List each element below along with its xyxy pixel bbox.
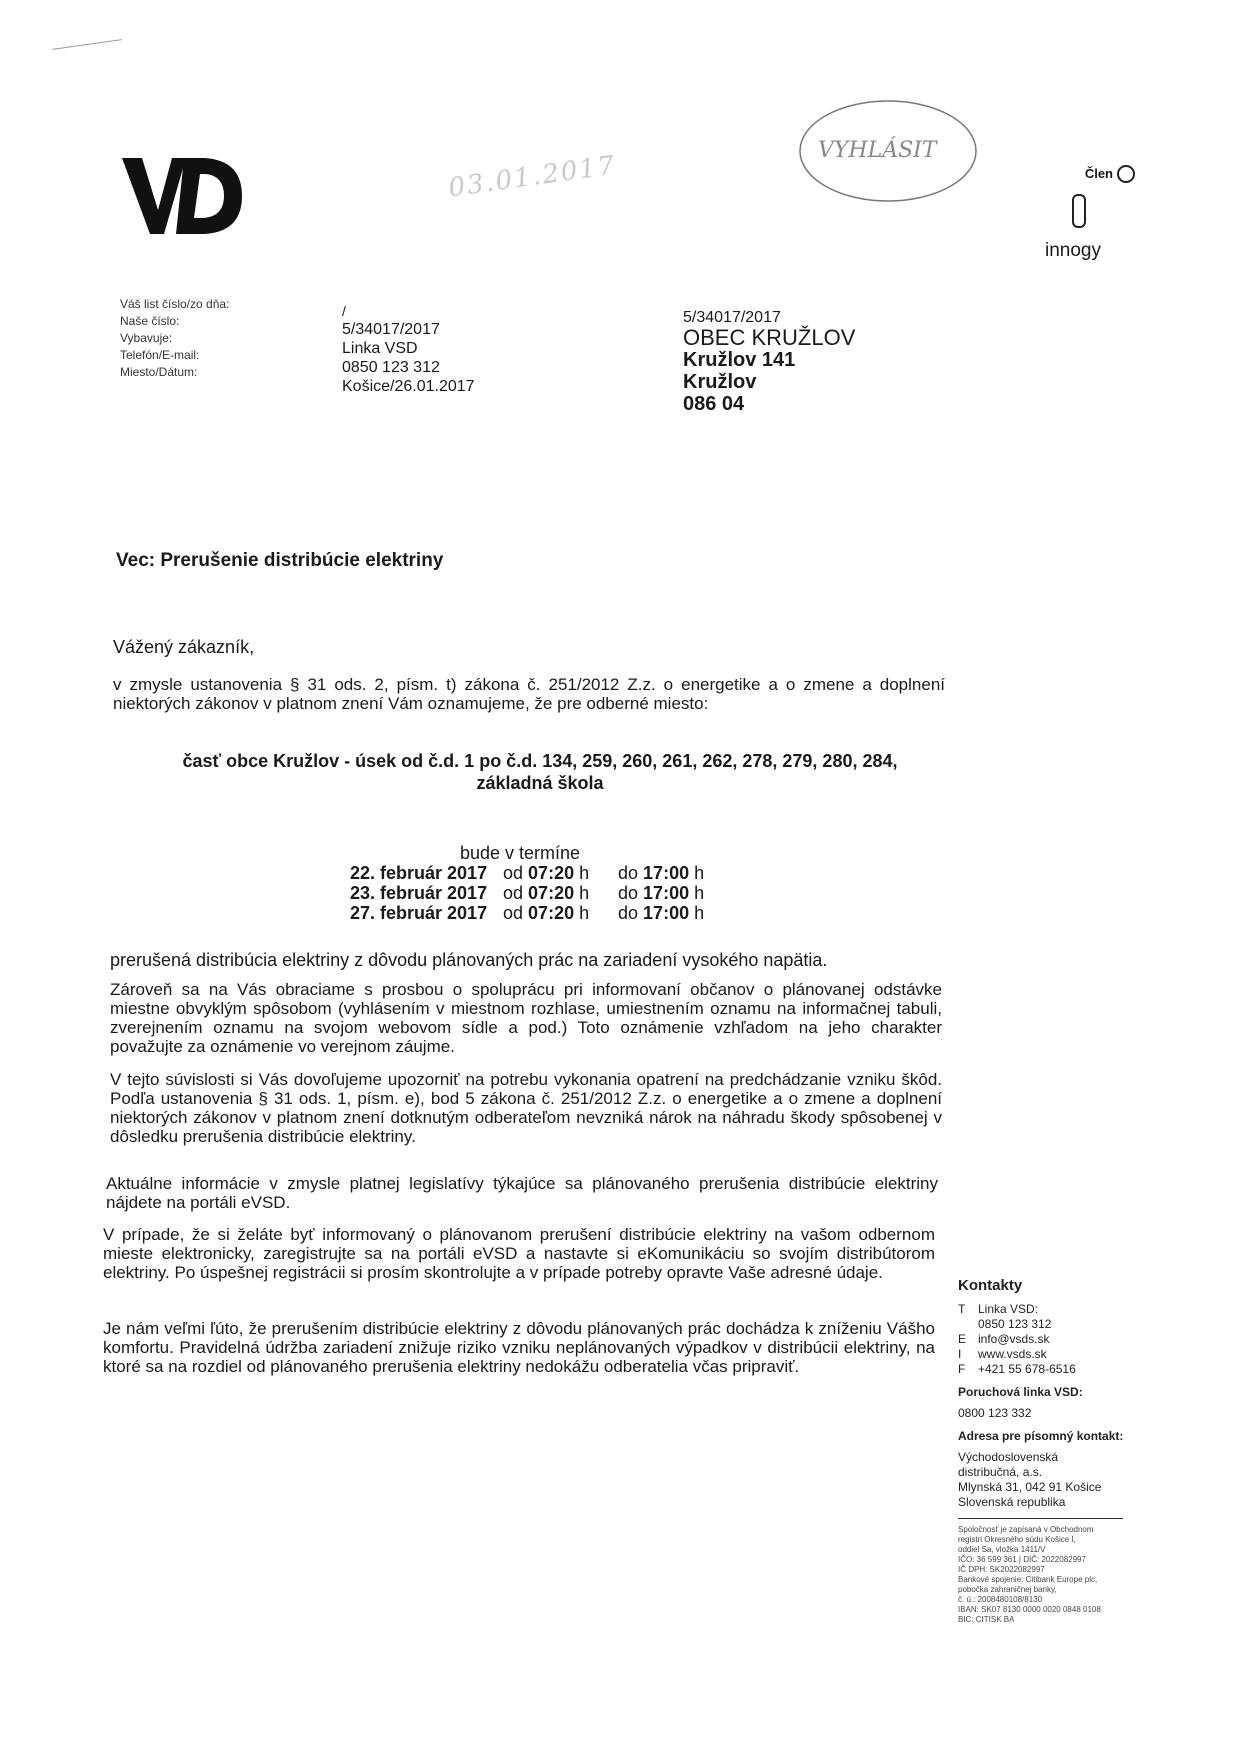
legal-line: Spoločnosť je zapísaná v Obchodnom bbox=[958, 1525, 1094, 1534]
from-time: 07:20 bbox=[528, 863, 575, 883]
legal-line: IBAN: SK07 8130 0000 0020 0848 0108 bbox=[958, 1605, 1101, 1614]
handled-by-value: Linka VSD bbox=[342, 340, 418, 357]
contact-row bbox=[958, 1347, 1133, 1362]
location-line-1: časť obce Kružlov - úsek od č.d. 1 po č.d. 134, 259, 260, 261, 262, 278, 279, 280, 284, bbox=[182, 751, 898, 771]
recipient-name: OBEC KRUŽLOV bbox=[683, 325, 856, 350]
contact-row bbox=[958, 1317, 1133, 1332]
legal-line: IČO: 36 599 361 | DIČ: 2022082997 bbox=[958, 1555, 1086, 1564]
time-unit: h bbox=[579, 903, 590, 923]
paragraph-apology: Je nám veľmi ľúto, že prerušením distribúcie elektriny z dôvodu plánovaných prác dochádza k zníženiu Vášho komfortu. Pravidelná údržba zariadení znižuje riziko vzniku neplánovaných výpadkov v distribúcii elektriny, na ktoré sa na rozdiel od plánovaného prerušenia elektriny nedokážu odberatelia včas pripraviť. bbox=[103, 1319, 935, 1376]
your-letter-value: / bbox=[342, 303, 346, 319]
from-time: 07:20 bbox=[528, 903, 575, 923]
recipient-city: Kružlov bbox=[683, 371, 757, 393]
time-unit: h bbox=[694, 863, 705, 883]
paragraph-registration: V prípade, že si želáte byť informovaný o plánovanom prerušení distribúcie elektriny na vašom odbernom mieste elektronicky, zaregistrujte sa na portáli eVSD a nastavte si eKomunikáciu so svojím distribútorom elektriny. Po úspešnej registrácii si prosím skontrolujte a v prípade potreby opravte Vaše adresné údaje. bbox=[103, 1225, 935, 1282]
contact-row bbox=[958, 1302, 1133, 1317]
legal-line: č. ú.: 2008480108/8130 bbox=[958, 1595, 1043, 1604]
legal-info bbox=[958, 1525, 1133, 1625]
time-unit: h bbox=[694, 903, 705, 923]
to-label: do bbox=[618, 903, 639, 923]
contact-fax: +421 55 678-6516 bbox=[978, 1362, 1076, 1376]
to-time: 17:00 bbox=[643, 883, 690, 903]
contact-key: I bbox=[958, 1347, 962, 1361]
contact-phone: 0850 123 312 bbox=[978, 1317, 1052, 1331]
affected-location bbox=[140, 750, 940, 794]
time-unit: h bbox=[694, 883, 705, 903]
contact-row bbox=[958, 1332, 1133, 1347]
fault-line-phone: 0800 123 332 bbox=[958, 1406, 1032, 1420]
outage-schedule bbox=[350, 843, 728, 923]
paragraph-evsd-info: Aktuálne informácie v zmysle platnej legislatívy týkajúce sa plánovaného prerušenia distribúcie elektriny nájdete na portáli eVSD. bbox=[106, 1174, 938, 1212]
contact-value: Linka VSD: bbox=[978, 1302, 1039, 1316]
to-time: 17:00 bbox=[643, 903, 690, 923]
from-time: 07:20 bbox=[528, 883, 575, 903]
address-line: Východoslovenská bbox=[958, 1450, 1059, 1464]
our-number-value: 5/34017/2017 bbox=[342, 321, 440, 338]
legal-line: pobočka zahraničnej banky, bbox=[958, 1585, 1057, 1594]
contact-key: T bbox=[958, 1302, 966, 1316]
label-your-letter: Váš list číslo/zo dňa: bbox=[120, 297, 230, 311]
contact-row bbox=[958, 1362, 1133, 1377]
from-label: od bbox=[503, 903, 524, 923]
paragraph-cooperation: Zároveň sa na Vás obraciame s prosbou o spoluprácu pri informovaní občanov o plánovanej odstávke miestne obvyklým spôsobom (vyhlásením v miestnom rozhlase, umiestnením oznamu na informačnej tabuli, zverejnením oznamu na svojom webovom sídle a pod.) Toto oznámenie vzhľadom na jeho charakter považujte za oznámenie vo verejnom záujme. bbox=[110, 980, 942, 1056]
phone-value: 0850 123 312 bbox=[342, 359, 440, 376]
label-handled-by: Vybavuje: bbox=[120, 331, 173, 345]
contact-email[interactable]: info@vsds.sk bbox=[978, 1332, 1050, 1346]
schedule-date: 23. február 2017 bbox=[350, 883, 488, 903]
address-line: distribučná, a.s. bbox=[958, 1465, 1043, 1479]
address-ref: 5/34017/2017 bbox=[683, 309, 781, 326]
member-block bbox=[1020, 160, 1135, 265]
fault-line-heading: Poruchová linka VSD: bbox=[958, 1385, 1083, 1399]
contacts-heading: Kontakty bbox=[958, 1277, 1023, 1294]
legal-line: IČ DPH: SK2022082997 bbox=[958, 1565, 1045, 1574]
to-time: 17:00 bbox=[643, 863, 690, 883]
recipient-zip: 086 04 bbox=[683, 393, 745, 415]
from-label: od bbox=[503, 863, 524, 883]
address-heading: Adresa pre písomný kontakt: bbox=[958, 1429, 1124, 1443]
contact-key: F bbox=[958, 1362, 966, 1376]
legal-line: BIC: CITISK BA bbox=[958, 1615, 1015, 1624]
handwritten-stamp bbox=[790, 85, 980, 210]
sidebar-divider bbox=[958, 1518, 1123, 1519]
paragraph-damage-notice: V tejto súvislosti si Vás dovoľujeme upozorniť na potrebu vykonania opatrení na predchádzanie vzniku škôd. Podľa ustanovenia § 31 ods. 1, písm. e), bod 5 zákona č. 251/2012 Z.z. o energetike a o zmene a doplnení niektorých zákonov v platnom znení dotknutým odberateľom nevzniká nárok na náhradu škody spôsobenej v dôsledku prerušenia distribúcie elektriny. bbox=[110, 1070, 942, 1146]
contacts-sidebar bbox=[958, 1278, 1133, 1625]
received-date-stamp: 03.01.2017 bbox=[446, 150, 619, 204]
place-date-value: Košice/26.01.2017 bbox=[342, 378, 475, 395]
legal-line: oddiel Sa, vložka 1411/V bbox=[958, 1545, 1046, 1554]
to-label: do bbox=[618, 863, 639, 883]
label-our-number: Naše číslo: bbox=[120, 314, 180, 328]
to-label: do bbox=[618, 883, 639, 903]
member-circle-icon bbox=[1117, 165, 1135, 183]
schedule-row bbox=[350, 863, 728, 883]
member-label: Člen bbox=[1084, 166, 1113, 181]
stamp-text: VYHLÁSIT bbox=[818, 138, 937, 163]
location-line-2: základná škola bbox=[476, 773, 604, 793]
address-line: Slovenská republika bbox=[958, 1495, 1066, 1509]
schedule-date: 22. február 2017 bbox=[350, 863, 488, 883]
legal-line: registri Okresného súdu Košice I, bbox=[958, 1535, 1076, 1544]
contact-key: E bbox=[958, 1332, 967, 1346]
member-brand: innogy bbox=[1045, 240, 1101, 261]
address-line: Mlynská 31, 042 91 Košice bbox=[958, 1480, 1102, 1494]
schedule-date: 27. február 2017 bbox=[350, 903, 488, 923]
legal-line: Bankové spojenie: Citibank Europe plc, bbox=[958, 1575, 1098, 1584]
schedule-row bbox=[350, 903, 728, 923]
innogy-mark-icon bbox=[1072, 194, 1086, 228]
from-label: od bbox=[503, 883, 524, 903]
vd-logo bbox=[120, 152, 245, 240]
schedule-row bbox=[350, 883, 728, 903]
schedule-intro: bude v termíne bbox=[460, 843, 581, 863]
contact-key bbox=[958, 1317, 978, 1332]
time-unit: h bbox=[579, 863, 590, 883]
recipient-address bbox=[683, 309, 855, 415]
subject-line: Vec: Prerušenie distribúcie elektriny bbox=[116, 550, 444, 571]
reference-values bbox=[342, 302, 475, 396]
reference-labels bbox=[120, 296, 229, 381]
paragraph-intro: v zmysle ustanovenia § 31 ods. 2, písm. t) zákona č. 251/2012 Z.z. o energetike a o zmene a doplnení niektorých zákonov v platnom znení Vám oznamujeme, že pre odberné miesto: bbox=[113, 675, 945, 713]
label-phone-email: Telefón/E-mail: bbox=[120, 348, 200, 362]
salutation: Vážený zákazník, bbox=[113, 637, 255, 657]
label-place-date: Miesto/Dátum: bbox=[120, 365, 198, 379]
paragraph-reason: prerušená distribúcia elektriny z dôvodu plánovaných prác na zariadení vysokého napätia. bbox=[110, 950, 828, 970]
contact-website[interactable]: www.vsds.sk bbox=[978, 1347, 1047, 1361]
time-unit: h bbox=[579, 883, 590, 903]
recipient-street: Kružlov 141 bbox=[683, 349, 796, 371]
scan-mark bbox=[52, 39, 121, 50]
